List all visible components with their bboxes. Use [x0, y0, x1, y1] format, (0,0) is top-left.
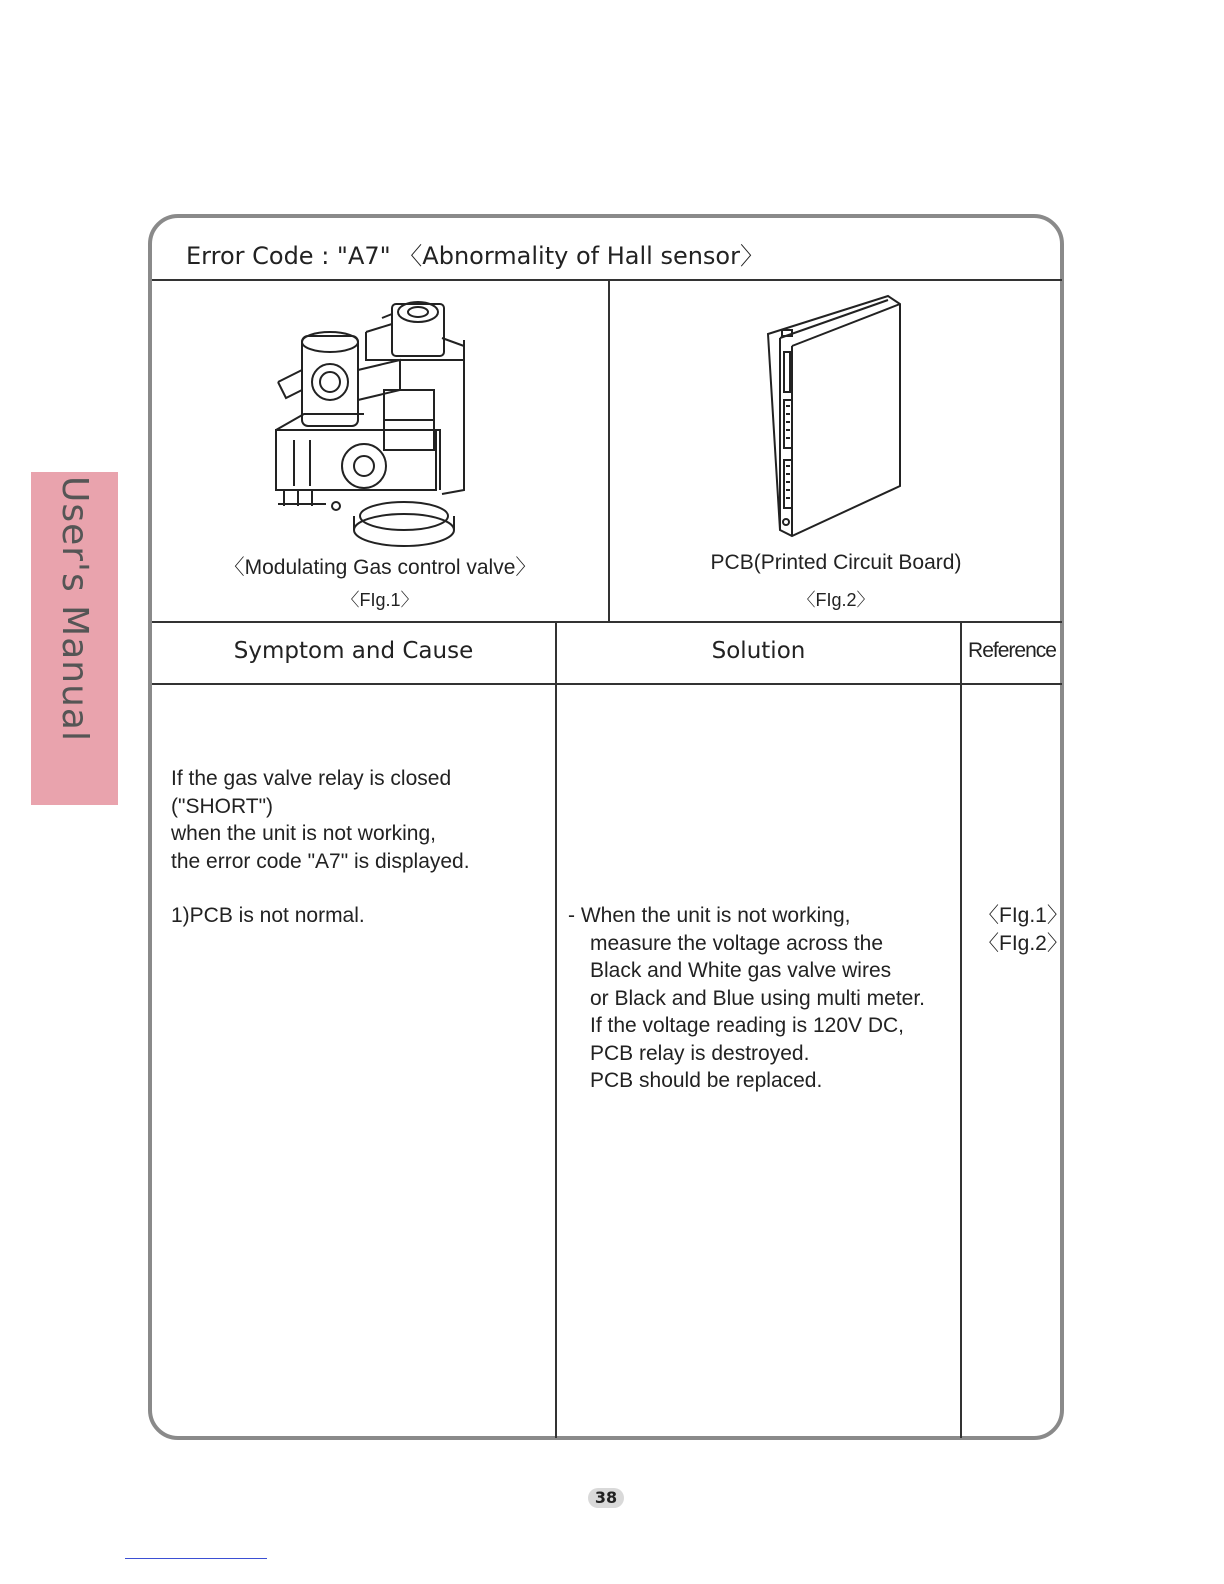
table-col-divider-1: [555, 621, 557, 1438]
symptom-line: [171, 875, 470, 902]
figure-2-caption: PCB(Printed Circuit Board): [710, 551, 962, 574]
solution-line: PCB relay is destroyed.: [590, 1041, 810, 1065]
solution-line: PCB should be replaced.: [590, 1069, 823, 1092]
figure-1-reference: 〈FIg.1〉: [341, 590, 419, 610]
solution-line: If the voltage reading is 120V DC,: [590, 1014, 905, 1037]
table-header-divider: [152, 683, 1062, 685]
header-symptom: Symptom and Cause: [233, 638, 474, 664]
symptom-cell: [171, 765, 470, 930]
reference-line: 〈FIg.2〉: [978, 931, 1068, 955]
solution-line: or Black and Blue using multi meter.: [590, 986, 925, 1010]
reference-cell: [978, 902, 1068, 957]
solution-cell: [568, 902, 925, 1095]
table-col-divider-2: [960, 621, 962, 1438]
symptom-line: the error code "A7" is displayed.: [171, 849, 470, 873]
figure-bottom-divider: [152, 621, 1062, 623]
figure-1-caption: 〈Modulating Gas control valve〉: [223, 556, 537, 579]
figure-2-reference: 〈FIg.2〉: [797, 590, 875, 610]
symptom-line: If the gas valve relay is closed: [171, 767, 452, 790]
solution-line: Black and White gas valve wires: [590, 959, 892, 982]
header-reference: Reference: [968, 639, 1056, 662]
gas-valve-illustration-icon: [264, 290, 474, 550]
error-code-title: Error Code : "A7" 〈Abnormality of Hall sensor〉: [186, 242, 764, 270]
reference-line: 〈FIg.1〉: [978, 904, 1068, 927]
symptom-line: when the unit is not working,: [171, 822, 436, 845]
symptom-line: 1)PCB is not normal.: [171, 904, 365, 927]
page-number: 38: [588, 1486, 624, 1510]
side-tab-label: User's Manual: [54, 476, 95, 742]
symptom-line: ("SHORT"): [171, 794, 274, 818]
pcb-illustration-icon: [758, 290, 908, 550]
header-divider: [152, 279, 1062, 281]
solution-line: measure the voltage across the: [590, 931, 883, 955]
solution-line: - When the unit is not working,: [568, 904, 851, 927]
error-code-panel: [148, 214, 1068, 1440]
side-tab: [31, 472, 118, 805]
footer-rule: [125, 1558, 267, 1559]
header-solution: Solution: [711, 638, 806, 664]
